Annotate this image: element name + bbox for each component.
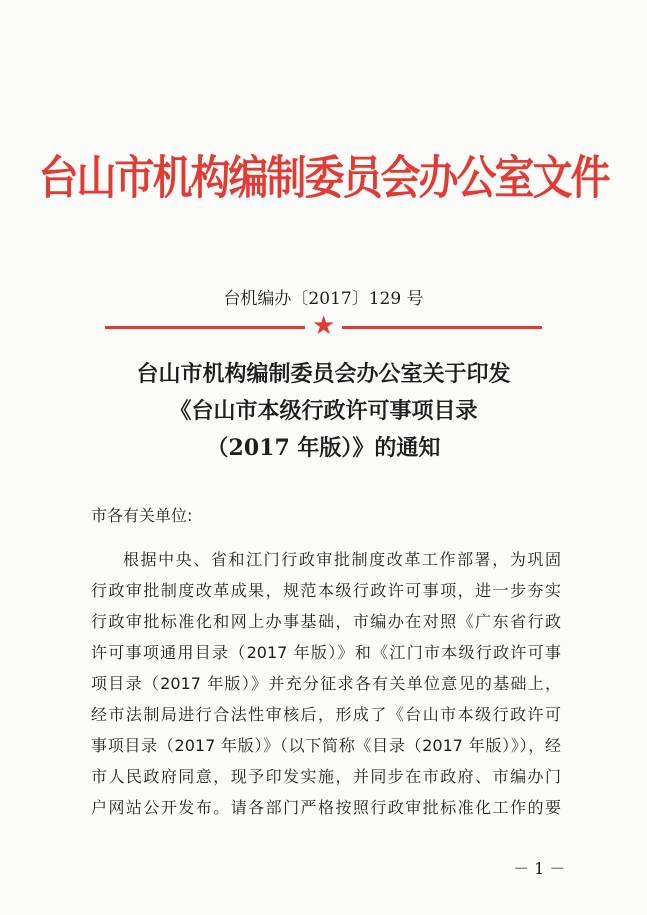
star-icon: ★ xyxy=(312,311,336,341)
notice-title-line: 《台山市本级行政许可事项目录 xyxy=(169,398,478,424)
divider-line-left xyxy=(105,326,305,329)
body-line: 行政审批制度改革成果，规范本级行政许可事项，进一步夯实 xyxy=(91,581,561,600)
notice-title xyxy=(0,356,647,467)
page-number: － 1 － xyxy=(513,859,566,878)
body-line: 事项目录（2017 年版）》（以下简称《目录（2017 年版）》），经 xyxy=(91,736,561,755)
body-paragraph xyxy=(91,544,561,823)
body-line: 市人民政府同意，现予印发实施，并同步在市政府、市编办门 xyxy=(91,767,561,786)
document-number: 台机编办〔2017〕129 号 xyxy=(223,289,424,309)
red-divider xyxy=(105,311,542,341)
notice-title-line: （2017 年版）》的通知 xyxy=(206,435,441,461)
body-line: 户网站公开发布。请各部门严格按照行政审批标准化工作的要 xyxy=(91,798,561,817)
notice-title-line: 台山市机构编制委员会办公室关于印发 xyxy=(136,361,511,387)
body-line: 经市法制局进行合法性审核后，形成了《台山市本级行政许可 xyxy=(91,705,561,724)
salutation: 市各有关单位: xyxy=(91,506,193,525)
body-line: 项目录（2017 年版）》并充分征求各有关单位意见的基础上， xyxy=(91,674,561,693)
divider-line-right xyxy=(342,326,542,329)
body-line: 行政审批标准化和网上办事基础，市编办在对照《广东省行政 xyxy=(91,612,561,631)
body-line: 根据中央、省和江门行政审批制度改革工作部署，为巩固 xyxy=(123,550,561,569)
body-line: 许可事项通用目录（2017 年版）》和《江门市本级行政许可事 xyxy=(91,643,561,662)
red-header-title: 台山市机构编制委员会办公室文件 xyxy=(38,150,609,205)
